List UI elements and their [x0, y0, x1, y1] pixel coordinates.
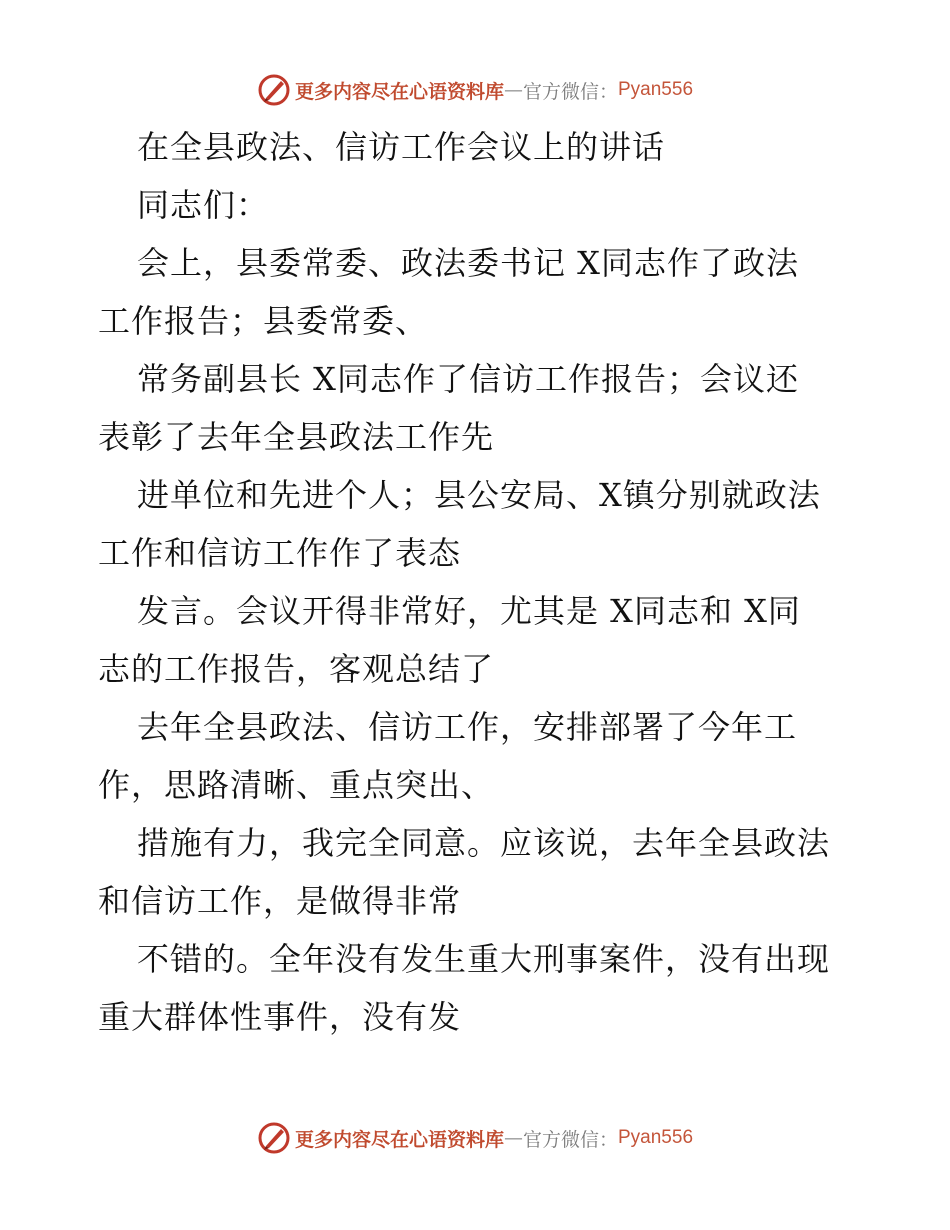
banner-wechat-label: 官方微信： — [522, 80, 618, 103]
paragraph-line: 发言。会议开得非常好，尤其是 X同志和 X同 — [137, 592, 801, 630]
paragraph-line: 进单位和先进个人；县公安局、X镇分别就政法 — [137, 476, 821, 514]
quill-logo-icon — [257, 1121, 291, 1155]
paragraph-line: 不错的。全年没有发生重大刑事案件，没有出现 — [137, 940, 831, 978]
paragraph-line: 会上，县委常委、政法委书记 X同志作了政法 — [137, 244, 799, 282]
salutation: 同志们： — [137, 186, 270, 224]
quill-logo-icon — [257, 73, 291, 107]
paragraph-line: 工作报告；县委常委、 — [98, 302, 429, 340]
banner-dash: — — [503, 1127, 523, 1149]
banner-wechat-handle: Pyan556 — [618, 79, 694, 100]
paragraph-line: 去年全县政法、信访工作，安排部署了今年工 — [137, 708, 798, 746]
paragraph-line: 重大群体性事件，没有发 — [98, 998, 462, 1036]
paragraph-line: 和信访工作，是做得非常 — [98, 882, 462, 920]
banner-brand-text: 更多内容尽在心语资料库 — [294, 80, 504, 103]
paragraph-line: 措施有力，我完全同意。应该说，去年全县政法 — [137, 824, 831, 862]
banner-wechat-handle: Pyan556 — [618, 1127, 694, 1148]
document-title: 在全县政法、信访工作会议上的讲话 — [137, 128, 666, 166]
paragraph-line: 工作和信访工作作了表态 — [98, 534, 462, 572]
banner-brand-text: 更多内容尽在心语资料库 — [294, 1128, 504, 1151]
paragraph-line: 表彰了去年全县政法工作先 — [98, 418, 495, 456]
paragraph-line: 志的工作报告，客观总结了 — [98, 650, 495, 688]
banner-wechat-label: 官方微信： — [522, 1128, 618, 1151]
paragraph-line: 作，思路清晰、重点突出、 — [98, 766, 495, 804]
footer-banner — [0, 1118, 950, 1158]
header-banner — [0, 70, 950, 110]
banner-dash: — — [503, 79, 523, 101]
paragraph-line: 常务副县长 X同志作了信访工作报告；会议还 — [137, 360, 799, 398]
